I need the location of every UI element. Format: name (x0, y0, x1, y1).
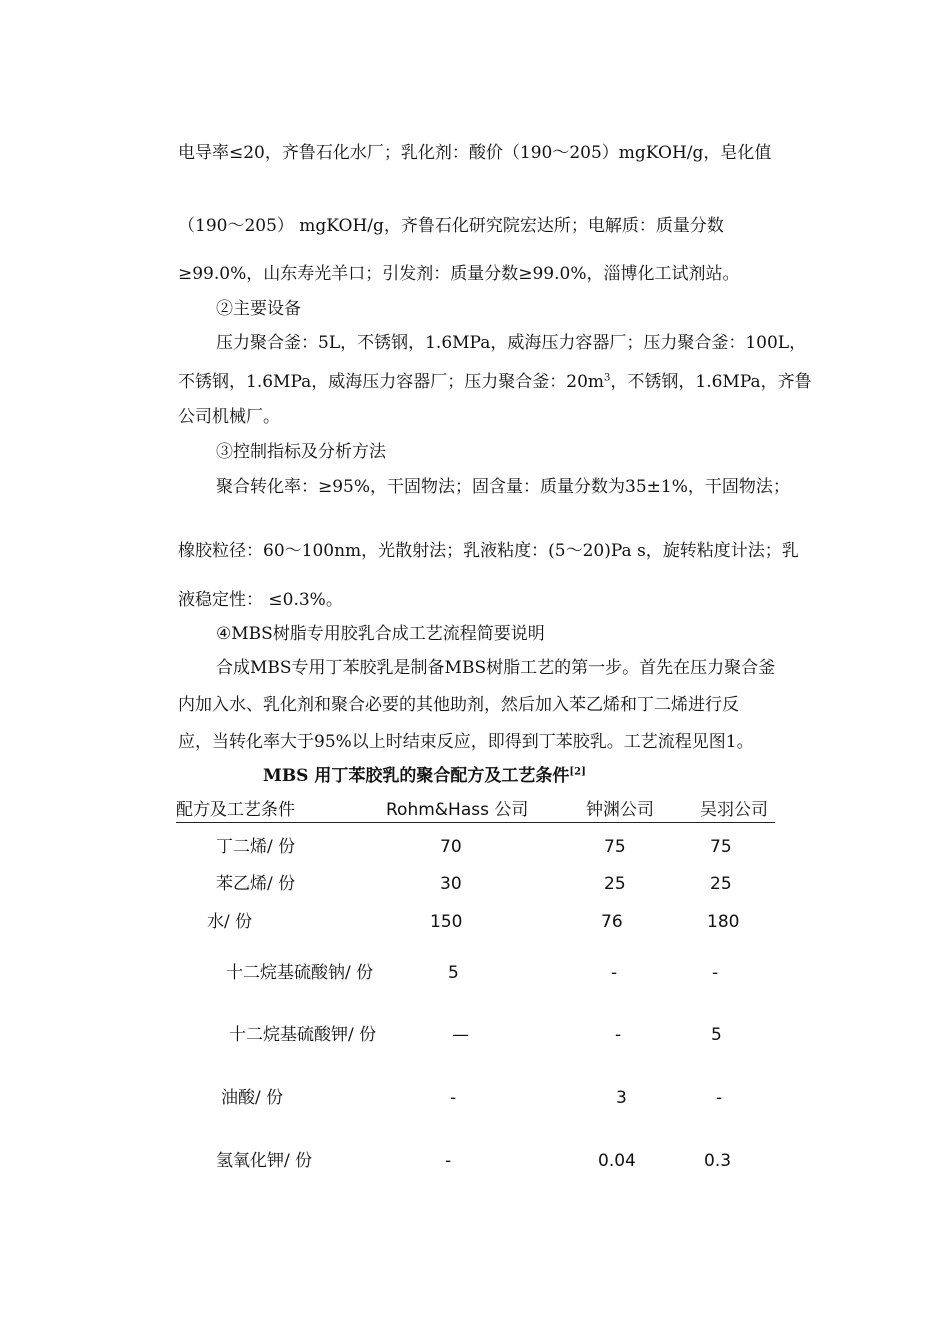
body-text-line: 电导率≤20，齐鲁石化水厂；乳化剂：酸价（190～205）mgKOH/g，皂化值 (178, 143, 772, 163)
section-heading-equipment: ②主要设备 (216, 299, 301, 319)
table-cell: 75 (604, 837, 626, 857)
table-cell: 25 (604, 874, 626, 894)
table-header-condition: 配方及工艺条件 (176, 800, 295, 820)
body-text-line: 不锈钢，1.6MPa，威海压力容器厂；压力聚合釜：$20m^3$，不锈钢，1.6MPa，齐鲁 (178, 372, 812, 392)
table-cell: - (450, 1088, 457, 1108)
table-cell: 5 (448, 963, 459, 983)
table-cell: 150 (430, 912, 463, 932)
body-text-line: ≥99.0%，山东寿光羊口；引发剂：质量分数≥99.0%，淄博化工试剂站。 (178, 264, 740, 284)
table-cell: - (615, 1025, 622, 1045)
body-text-line: 公司机械厂。 (178, 407, 280, 427)
table-row-label: 油酸/ 份 (221, 1088, 284, 1108)
table-cell: 70 (440, 837, 462, 857)
table-row-label: 苯乙烯/ 份 (216, 874, 296, 894)
body-text-line: 橡胶粒径：60～100nm，光散射法；乳液粘度：(5～20)Pa s，旋转粘度计法；乳 (178, 541, 799, 561)
body-text-line: 应，当转化率大于95%以上时结束反应，即得到丁苯胶乳。工艺流程见图1。 (178, 732, 754, 752)
table-row-label: 氢氧化钾/ 份 (216, 1151, 313, 1171)
citation-ref: [2] (569, 766, 586, 778)
table-cell: - (445, 1151, 452, 1171)
table-cell: 76 (601, 912, 623, 932)
table-cell: 3 (616, 1088, 627, 1108)
table-cell: 5 (711, 1025, 722, 1045)
table-header-kaneka: 钟渊公司 (586, 800, 654, 820)
body-text-line: 合成MBS专用丁苯胶乳是制备MBS树脂工艺的第一步。首先在压力聚合釜 (216, 658, 776, 678)
body-text-line: （190～205） mgKOH/g，齐鲁石化研究院宏达所；电解质：质量分数 (178, 216, 724, 236)
header-underline (176, 822, 775, 823)
body-text-line: 内加入水、乳化剂和聚合必要的其他助剂，然后加入苯乙烯和丁二烯进行反 (178, 695, 739, 715)
table-row-label: 水/ 份 (207, 912, 253, 932)
body-text-line: 聚合转化率：≥95%，干固物法；固含量：质量分数为35±1%，干固物法； (216, 477, 790, 497)
table-caption: MBS 用丁苯胶乳的聚合配方及工艺条件[2] (263, 766, 586, 786)
table-cell: 75 (710, 837, 732, 857)
body-text-line: 液稳定性： ≤0.3%。 (178, 590, 343, 610)
table-cell: — (452, 1025, 469, 1045)
section-heading-control: ③控制指标及分析方法 (216, 442, 386, 462)
table-cell: 30 (440, 874, 462, 894)
table-row-label: 丁二烯/ 份 (216, 837, 296, 857)
table-cell: 0.04 (598, 1151, 636, 1171)
table-cell: - (712, 963, 719, 983)
table-cell: - (611, 963, 618, 983)
section-heading-process: ④MBS树脂专用胶乳合成工艺流程简要说明 (216, 624, 545, 644)
table-cell: 25 (710, 874, 732, 894)
table-header-kureha: 吴羽公司 (700, 800, 768, 820)
table-cell: 0.3 (704, 1151, 732, 1171)
table-header-rohm-hass: Rohm&Hass 公司 (386, 800, 529, 820)
body-text-line: 压力聚合釜：5L，不锈钢，1.6MPa，威海压力容器厂；压力聚合釜：100L， (216, 333, 807, 353)
table-cell: - (716, 1088, 723, 1108)
table-row-label: 十二烷基硫酸钾/ 份 (229, 1025, 377, 1045)
table-row-label: 十二烷基硫酸钠/ 份 (226, 963, 374, 983)
table-cell: 180 (707, 912, 740, 932)
